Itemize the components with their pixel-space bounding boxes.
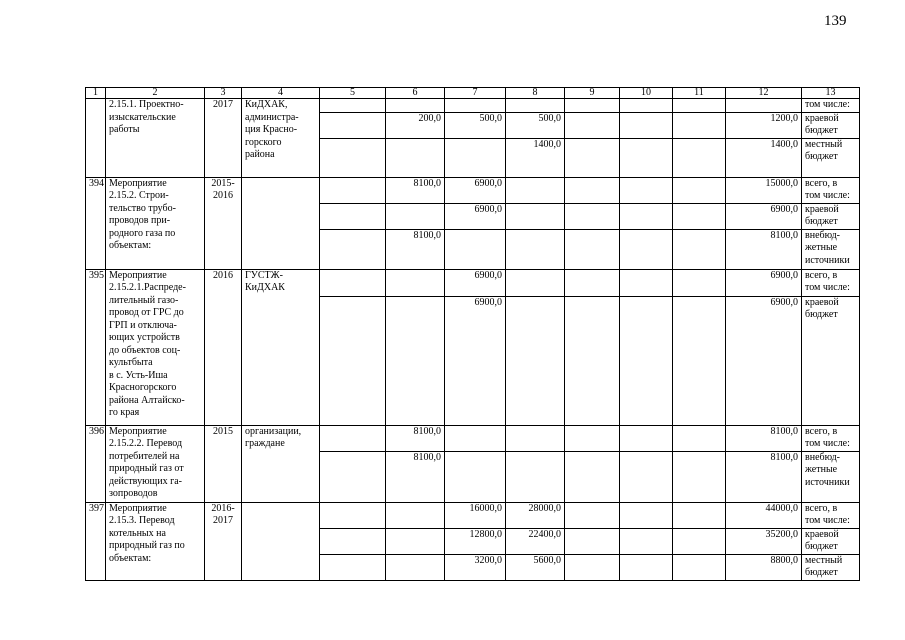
funding-source-cell: краевой бюджет xyxy=(802,203,860,229)
value-cell-col7: 6900,0 xyxy=(445,269,506,296)
years-cell: 2017 xyxy=(205,99,242,178)
value-cell-col8 xyxy=(506,451,565,502)
column-header: 3 xyxy=(205,88,242,99)
value-cell-col7 xyxy=(445,138,506,177)
value-cell-col6 xyxy=(386,138,445,177)
empty-cell-col5 xyxy=(320,138,386,177)
measure-name-cell: Мероприятие 2.15.2.2. Перевод потребителей на природный газ от действующих га- зопроводов xyxy=(106,425,205,502)
empty-cell-col11 xyxy=(673,138,726,177)
empty-cell-col9 xyxy=(565,138,620,177)
empty-cell-col10 xyxy=(620,296,673,425)
total-cell-col12: 35200,0 xyxy=(726,528,802,554)
funding-source-cell: внебюд- жетные источники xyxy=(802,451,860,502)
value-cell-col6: 8100,0 xyxy=(386,177,445,203)
empty-cell-col9 xyxy=(565,99,620,113)
years-cell: 2015- 2016 xyxy=(205,177,242,269)
total-cell-col12: 8800,0 xyxy=(726,554,802,580)
funding-source-cell: всего, в том числе: xyxy=(802,425,860,451)
empty-cell-col11 xyxy=(673,112,726,138)
value-cell-col7: 3200,0 xyxy=(445,554,506,580)
table-row xyxy=(86,425,860,451)
empty-cell-col9 xyxy=(565,269,620,296)
table-row xyxy=(86,177,860,203)
row-number-cell: 395 xyxy=(86,269,106,425)
empty-cell-col10 xyxy=(620,229,673,269)
empty-cell-col5 xyxy=(320,528,386,554)
value-cell-col7: 6900,0 xyxy=(445,296,506,425)
empty-cell-col11 xyxy=(673,554,726,580)
empty-cell-col11 xyxy=(673,99,726,113)
empty-cell-col5 xyxy=(320,451,386,502)
value-cell-col6: 8100,0 xyxy=(386,229,445,269)
empty-cell-col10 xyxy=(620,451,673,502)
value-cell-col7: 16000,0 xyxy=(445,502,506,528)
measure-name-cell: Мероприятие 2.15.3. Перевод котельных на природный газ по объектам: xyxy=(106,502,205,580)
empty-cell-col9 xyxy=(565,502,620,528)
value-cell-col8 xyxy=(506,425,565,451)
funding-source-cell: внебюд- жетные источники xyxy=(802,229,860,269)
total-cell-col12: 6900,0 xyxy=(726,296,802,425)
funding-source-cell: местный бюджет xyxy=(802,138,860,177)
years-cell: 2016- 2017 xyxy=(205,502,242,580)
empty-cell-col5 xyxy=(320,99,386,113)
executor-cell: организации, граждане xyxy=(242,425,320,502)
total-cell-col12: 8100,0 xyxy=(726,229,802,269)
empty-cell-col11 xyxy=(673,296,726,425)
program-table xyxy=(85,87,860,581)
funding-source-cell: краевой бюджет xyxy=(802,528,860,554)
empty-cell-col10 xyxy=(620,177,673,203)
empty-cell-col5 xyxy=(320,203,386,229)
empty-cell-col5 xyxy=(320,425,386,451)
empty-cell-col5 xyxy=(320,177,386,203)
executor-cell xyxy=(242,177,320,269)
funding-source-cell: местный бюджет xyxy=(802,554,860,580)
funding-source-cell: всего, в том числе: xyxy=(802,269,860,296)
empty-cell-col11 xyxy=(673,229,726,269)
value-cell-col8 xyxy=(506,177,565,203)
empty-cell-col5 xyxy=(320,296,386,425)
measure-name-cell: 2.15.1. Проектно- изыскательские работы xyxy=(106,99,205,178)
empty-cell-col5 xyxy=(320,554,386,580)
value-cell-col7 xyxy=(445,229,506,269)
empty-cell-col5 xyxy=(320,269,386,296)
column-header: 12 xyxy=(726,88,802,99)
table-row xyxy=(86,99,860,113)
funding-source-cell: всего, в том числе: xyxy=(802,177,860,203)
total-cell-col12: 44000,0 xyxy=(726,502,802,528)
total-cell-col12: 1200,0 xyxy=(726,112,802,138)
value-cell-col8 xyxy=(506,229,565,269)
years-cell: 2016 xyxy=(205,269,242,425)
value-cell-col6: 8100,0 xyxy=(386,451,445,502)
empty-cell-col9 xyxy=(565,554,620,580)
value-cell-col6: 8100,0 xyxy=(386,425,445,451)
value-cell-col8 xyxy=(506,269,565,296)
empty-cell-col10 xyxy=(620,112,673,138)
empty-cell-col10 xyxy=(620,138,673,177)
value-cell-col6 xyxy=(386,269,445,296)
total-cell-col12: 1400,0 xyxy=(726,138,802,177)
funding-source-cell: краевой бюджет xyxy=(802,112,860,138)
column-header: 13 xyxy=(802,88,860,99)
empty-cell-col10 xyxy=(620,528,673,554)
empty-cell-col9 xyxy=(565,425,620,451)
value-cell-col8 xyxy=(506,99,565,113)
value-cell-col8: 5600,0 xyxy=(506,554,565,580)
measure-name-cell: Мероприятие 2.15.2. Строи- тельство трубо- проводов при- родного газа по объектам: xyxy=(106,177,205,269)
table-row xyxy=(86,502,860,528)
empty-cell-col10 xyxy=(620,269,673,296)
empty-cell-col11 xyxy=(673,425,726,451)
value-cell-col7 xyxy=(445,99,506,113)
total-cell-col12: 15000,0 xyxy=(726,177,802,203)
empty-cell-col5 xyxy=(320,112,386,138)
empty-cell-col10 xyxy=(620,554,673,580)
value-cell-col8 xyxy=(506,203,565,229)
value-cell-col7 xyxy=(445,425,506,451)
empty-cell-col10 xyxy=(620,99,673,113)
column-header: 9 xyxy=(565,88,620,99)
column-header: 8 xyxy=(506,88,565,99)
total-cell-col12: 6900,0 xyxy=(726,203,802,229)
value-cell-col8: 1400,0 xyxy=(506,138,565,177)
funding-source-cell: том числе: xyxy=(802,99,860,113)
empty-cell-col11 xyxy=(673,451,726,502)
years-cell: 2015 xyxy=(205,425,242,502)
column-header: 11 xyxy=(673,88,726,99)
empty-cell-col9 xyxy=(565,112,620,138)
row-number-cell: 396 xyxy=(86,425,106,502)
row-number-cell: 394 xyxy=(86,177,106,269)
total-cell-col12 xyxy=(726,99,802,113)
empty-cell-col9 xyxy=(565,528,620,554)
column-header: 1 xyxy=(86,88,106,99)
value-cell-col6 xyxy=(386,296,445,425)
header-row xyxy=(86,88,860,99)
empty-cell-col5 xyxy=(320,502,386,528)
value-cell-col6 xyxy=(386,528,445,554)
value-cell-col7 xyxy=(445,451,506,502)
column-header: 5 xyxy=(320,88,386,99)
empty-cell-col10 xyxy=(620,502,673,528)
empty-cell-col9 xyxy=(565,203,620,229)
column-header: 4 xyxy=(242,88,320,99)
value-cell-col6 xyxy=(386,99,445,113)
value-cell-col8: 28000,0 xyxy=(506,502,565,528)
total-cell-col12: 8100,0 xyxy=(726,425,802,451)
page-number: 139 xyxy=(824,13,847,29)
value-cell-col7: 6900,0 xyxy=(445,203,506,229)
column-header: 6 xyxy=(386,88,445,99)
executor-cell xyxy=(242,502,320,580)
table-row xyxy=(86,269,860,296)
empty-cell-col5 xyxy=(320,229,386,269)
value-cell-col6 xyxy=(386,554,445,580)
executor-cell: КиДХАК, администра- ция Красно- горского района xyxy=(242,99,320,178)
empty-cell-col10 xyxy=(620,425,673,451)
column-header: 7 xyxy=(445,88,506,99)
value-cell-col6 xyxy=(386,203,445,229)
empty-cell-col9 xyxy=(565,177,620,203)
measure-name-cell: Мероприятие 2.15.2.1.Распреде- лительный газо- провод от ГРС до ГРП и отключа- ющих устройств до объектов соц- культбыта в с. Усть-Иша Красногорского района Алтайско- го края xyxy=(106,269,205,425)
empty-cell-col9 xyxy=(565,296,620,425)
value-cell-col7: 500,0 xyxy=(445,112,506,138)
funding-source-cell: краевой бюджет xyxy=(802,296,860,425)
table-body xyxy=(86,88,860,581)
value-cell-col8 xyxy=(506,296,565,425)
total-cell-col12: 6900,0 xyxy=(726,269,802,296)
empty-cell-col9 xyxy=(565,451,620,502)
column-header: 2 xyxy=(106,88,205,99)
value-cell-col6 xyxy=(386,502,445,528)
value-cell-col7: 6900,0 xyxy=(445,177,506,203)
empty-cell-col11 xyxy=(673,269,726,296)
empty-cell-col11 xyxy=(673,177,726,203)
empty-cell-col11 xyxy=(673,502,726,528)
value-cell-col8: 500,0 xyxy=(506,112,565,138)
value-cell-col7: 12800,0 xyxy=(445,528,506,554)
column-header: 10 xyxy=(620,88,673,99)
row-number-cell: 397 xyxy=(86,502,106,580)
empty-cell-col10 xyxy=(620,203,673,229)
empty-cell-col9 xyxy=(565,229,620,269)
empty-cell-col11 xyxy=(673,528,726,554)
executor-cell: ГУСТЖ- КиДХАК xyxy=(242,269,320,425)
total-cell-col12: 8100,0 xyxy=(726,451,802,502)
value-cell-col6: 200,0 xyxy=(386,112,445,138)
empty-cell-col11 xyxy=(673,203,726,229)
funding-source-cell: всего, в том числе: xyxy=(802,502,860,528)
value-cell-col8: 22400,0 xyxy=(506,528,565,554)
row-number-cell xyxy=(86,99,106,178)
